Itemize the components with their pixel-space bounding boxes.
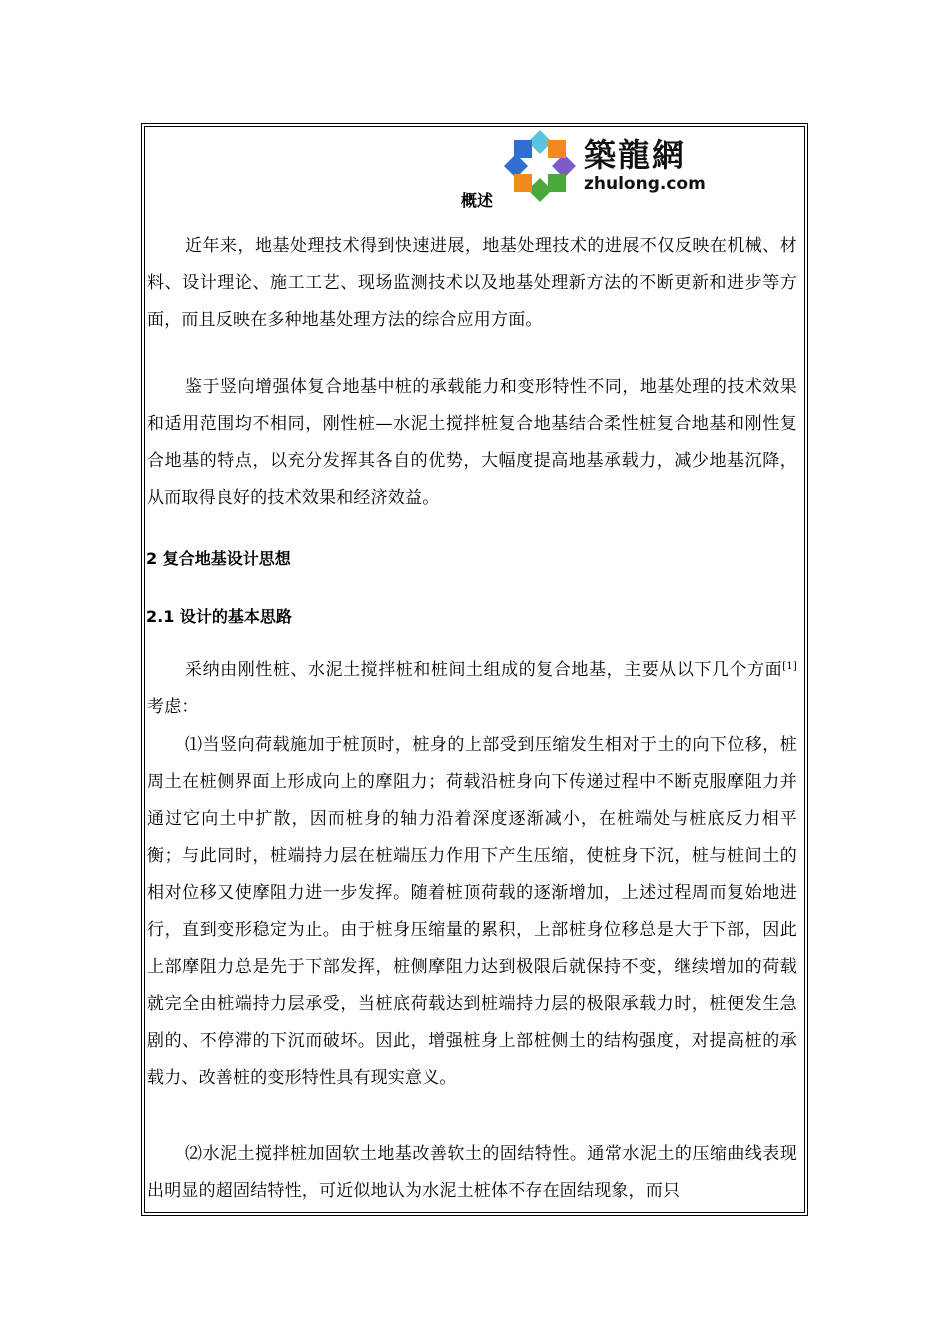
section-title: 概述: [461, 191, 494, 210]
paragraph-point-1: ⑴当竖向荷载施加于桩顶时，桩身的上部受到压缩发生相对于土的向下位移，桩周土在桩侧界面上形成向上的摩阻力；荷载沿桩身向下传递过程中不断克服摩阻力并通过它向土中扩散，因而桩身的轴力沿着深度逐渐减小，在桩端处与桩底反力相平衡；与此同时，桩端持力层在桩端压力作用下产生压缩，使桩身下沉，桩与桩间土的相对位移又使摩阻力进一步发挥。随着桩顶荷载的逐渐增加，上述过程周而复始地进行，直到变形稳定为止。由于桩身压缩量的累积，上部桩身位移总是大于下部，因此上部摩阻力总是先于下部发挥，桩侧摩阻力达到极限后就保持不变，继续增加的荷载就完全由桩端持力层承受，当桩底荷载达到桩端持力层的极限承载力时，桩便发生急剧的、不停滞的下沉而破坏。因此，增强桩身上部桩侧土的结构强度，对提高桩的承载力、改善桩的变形特性具有现实意义。: [147, 735, 797, 1088]
heading-section-2: 2 复合地基设计思想: [146, 549, 291, 568]
paragraph-design-approach-text: 采纳由刚性桩、水泥土搅拌桩和桩间土组成的复合地基，主要从以下几个方面: [185, 660, 783, 680]
zhulong-logo: [500, 126, 716, 206]
logo-domain: zhulong.com: [584, 174, 706, 194]
logo-chinese-name: 築龍網: [584, 136, 687, 174]
paragraph-composite-foundation: 鉴于竖向增强体复合地基中桩的承载能力和变形特性不同，地基处理的技术效果和适用范围均不相同，刚性桩—水泥土搅拌桩复合地基结合柔性桩复合地基和刚性复合地基的特点，以充分发挥其各自的优势，大幅度提高地基承载力，减少地基沉降，从而取得良好的技术效果和经济效益。: [147, 377, 797, 508]
paragraph-design-approach: [147, 652, 797, 726]
citation-ref: [1]: [782, 661, 797, 672]
paragraph-intro: 近年来，地基处理技术得到快速进展，地基处理技术的进展不仅反映在机械、材料、设计理论、施工工艺、现场监测技术以及地基处理新方法的不断更新和进步等方面，而且反映在多种地基处理方法的综合应用方面。: [147, 236, 797, 330]
paragraph-design-approach-tail: 考虑：: [147, 697, 199, 717]
paragraph-point-2: ⑵水泥土搅拌桩加固软土地基改善软土的固结特性。通常水泥土的压缩曲线表现出明显的超固结特性，可近似地认为水泥土桩体不存在固结现象，而只: [147, 1144, 797, 1201]
zhulong-logo-mark-icon: [500, 126, 580, 206]
heading-section-2-1: 2.1 设计的基本思路: [146, 607, 292, 626]
